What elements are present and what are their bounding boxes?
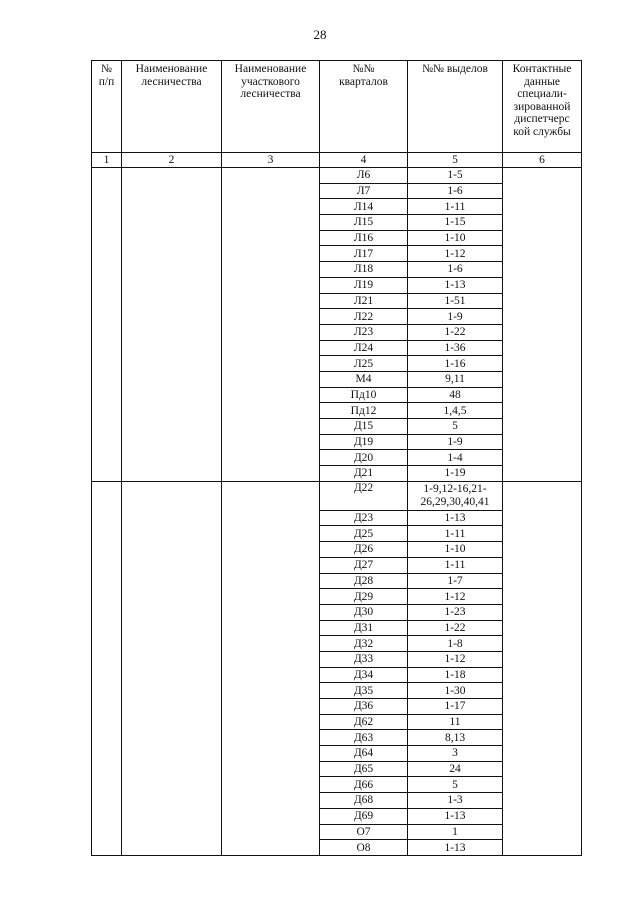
group-cell-district (222, 481, 320, 855)
quarter-cell: О8 (320, 840, 408, 856)
sections-cell: 1-30 (408, 683, 503, 699)
sections-cell: 48 (408, 387, 503, 403)
quarter-cell: Д62 (320, 714, 408, 730)
quarter-cell: Д28 (320, 573, 408, 589)
quarter-cell: Л22 (320, 309, 408, 325)
forestry-table (91, 60, 582, 856)
quarter-cell: Л7 (320, 183, 408, 199)
sections-cell: 1-7 (408, 573, 503, 589)
quarter-cell: Д65 (320, 761, 408, 777)
quarter-cell: Л21 (320, 293, 408, 309)
quarter-cell: Д34 (320, 667, 408, 683)
sections-cell: 1-22 (408, 620, 503, 636)
quarter-cell: Д29 (320, 589, 408, 605)
quarter-cell: Д32 (320, 636, 408, 652)
sections-cell: 1-36 (408, 340, 503, 356)
sections-cell: 1-19 (408, 466, 503, 482)
group-cell-number (92, 481, 122, 855)
quarter-cell: Д19 (320, 434, 408, 450)
sections-cell: 1-13 (408, 840, 503, 856)
sections-cell: 1-6 (408, 262, 503, 278)
group-cell-forestry (122, 481, 222, 855)
sections-cell: 1-10 (408, 542, 503, 558)
group-cell-contacts (503, 168, 582, 482)
sections-cell: 1-17 (408, 699, 503, 715)
sections-cell: 24 (408, 761, 503, 777)
group-cell-contacts (503, 481, 582, 855)
quarter-cell: Д63 (320, 730, 408, 746)
group-cell-forestry (122, 168, 222, 482)
header-quarter-numbers: №№ кварталов (320, 61, 408, 153)
column-number: 5 (408, 153, 503, 168)
sections-cell: 1-10 (408, 230, 503, 246)
sections-cell: 3 (408, 746, 503, 762)
sections-cell: 1-15 (408, 215, 503, 231)
quarter-cell: Д31 (320, 620, 408, 636)
quarter-cell: Д35 (320, 683, 408, 699)
sections-cell: 1-9 (408, 309, 503, 325)
quarter-cell: О7 (320, 824, 408, 840)
quarter-cell: Л16 (320, 230, 408, 246)
quarter-cell: Л17 (320, 246, 408, 262)
sections-cell: 1-8 (408, 636, 503, 652)
sections-cell: 8,13 (408, 730, 503, 746)
sections-cell: 1-51 (408, 293, 503, 309)
quarter-cell: Д20 (320, 450, 408, 466)
column-number: 1 (92, 153, 122, 168)
sections-cell: 1-6 (408, 183, 503, 199)
group-cell-district (222, 168, 320, 482)
quarter-cell: Д30 (320, 604, 408, 620)
sections-cell: 1-11 (408, 557, 503, 573)
sections-cell: 1-18 (408, 667, 503, 683)
sections-cell: 1,4,5 (408, 403, 503, 419)
quarter-cell: Д68 (320, 793, 408, 809)
sections-cell: 1-5 (408, 168, 503, 184)
column-number: 3 (222, 153, 320, 168)
sections-cell: 1-22 (408, 324, 503, 340)
sections-cell: 1-12 (408, 589, 503, 605)
sections-cell: 1-11 (408, 199, 503, 215)
quarter-cell: Д64 (320, 746, 408, 762)
sections-cell: 1-12 (408, 651, 503, 667)
sections-cell: 1 (408, 824, 503, 840)
sections-cell: 1-3 (408, 793, 503, 809)
table-header-row (92, 61, 582, 153)
sections-cell: 1-13 (408, 510, 503, 526)
group-cell-number (92, 168, 122, 482)
sections-cell: 1-4 (408, 450, 503, 466)
sections-cell: 5 (408, 419, 503, 435)
quarter-cell: Д21 (320, 466, 408, 482)
quarter-cell: Л15 (320, 215, 408, 231)
sections-cell: 5 (408, 777, 503, 793)
table-row (92, 168, 582, 184)
quarter-cell: Д15 (320, 419, 408, 435)
header-forestry-name: Наименование лесничества (122, 61, 222, 153)
quarter-cell: Л18 (320, 262, 408, 278)
quarter-cell: Д22 (320, 481, 408, 510)
sections-cell: 1-11 (408, 526, 503, 542)
column-number: 4 (320, 153, 408, 168)
sections-cell: 1-9,12-16,21- 26,29,30,40,41 (408, 481, 503, 510)
header-dispatch-contacts: Контактные данные специали- зированной диспетчерс кой службы (503, 61, 582, 153)
sections-cell: 1-13 (408, 808, 503, 824)
quarter-cell: Л6 (320, 168, 408, 184)
sections-cell: 1-23 (408, 604, 503, 620)
quarter-cell: Л14 (320, 199, 408, 215)
page-number: 28 (313, 27, 327, 42)
quarter-cell: Д33 (320, 651, 408, 667)
header-section-numbers: №№ выделов (408, 61, 503, 153)
sections-cell: 9,11 (408, 371, 503, 387)
sections-cell: 11 (408, 714, 503, 730)
sections-cell: 1-12 (408, 246, 503, 262)
quarter-cell: Д27 (320, 557, 408, 573)
sections-cell: 1-13 (408, 277, 503, 293)
table-body (92, 168, 582, 856)
quarter-cell: Пд10 (320, 387, 408, 403)
header-district-forestry-name: Наименование участкового лесничества (222, 61, 320, 153)
sections-cell: 1-16 (408, 356, 503, 372)
quarter-cell: Д66 (320, 777, 408, 793)
quarter-cell: М4 (320, 371, 408, 387)
column-number-row (92, 153, 582, 168)
quarter-cell: Л24 (320, 340, 408, 356)
quarter-cell: Л25 (320, 356, 408, 372)
quarter-cell: Д23 (320, 510, 408, 526)
quarter-cell: Д25 (320, 526, 408, 542)
quarter-cell: Пд12 (320, 403, 408, 419)
header-row-number: № п/п (92, 61, 122, 153)
column-number: 2 (122, 153, 222, 168)
quarter-cell: Д26 (320, 542, 408, 558)
quarter-cell: Л23 (320, 324, 408, 340)
quarter-cell: Д36 (320, 699, 408, 715)
column-number: 6 (503, 153, 582, 168)
sections-cell: 1-9 (408, 434, 503, 450)
quarter-cell: Л19 (320, 277, 408, 293)
table-row (92, 481, 582, 510)
quarter-cell: Д69 (320, 808, 408, 824)
